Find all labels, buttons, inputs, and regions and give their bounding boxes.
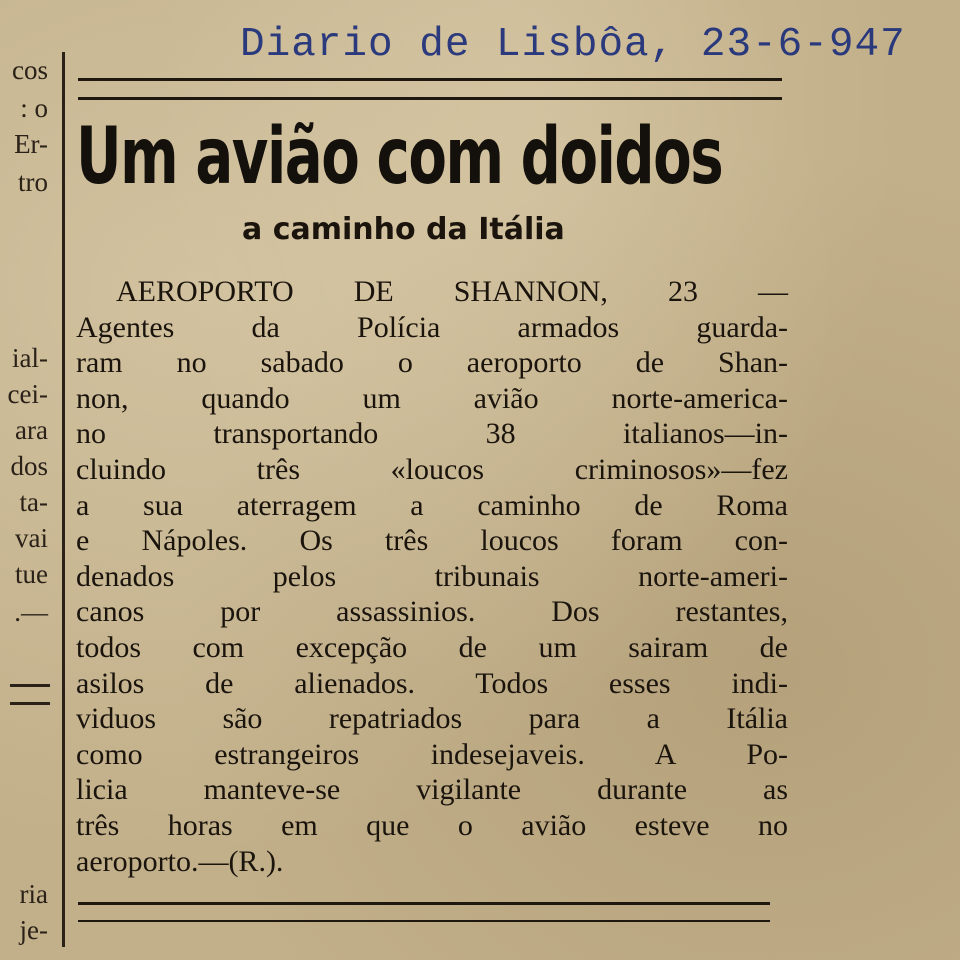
article-line: licia manteve-se vigilante durante as [76, 773, 788, 807]
article-line: ram no sabado o aeroporto de Shan- [76, 346, 788, 380]
bottom-rule [78, 902, 770, 905]
article-line: AEROPORTO DE SHANNON, 23 — [116, 275, 788, 308]
adjacent-column-fragment [0, 0, 58, 960]
article-line: viduos são repatriados para a Itália [76, 702, 788, 736]
left-column-rule [10, 684, 50, 687]
left-column-text: dos [10, 451, 48, 481]
article-line: a sua aterragem a caminho de Roma [76, 488, 788, 522]
left-column-text: cei- [7, 379, 48, 409]
article-line: asilos de alienados. Todos esses indi- [76, 666, 788, 700]
article-line: denados pelos tribunais norte-ameri- [76, 559, 788, 593]
top-rule [78, 78, 782, 81]
left-column-text: ial- [12, 343, 48, 373]
article-line: como estrangeiros indesejaveis. A Po- [76, 737, 788, 771]
bottom-rule [78, 920, 770, 922]
article-line: três horas em que o avião esteve no [76, 808, 788, 842]
article-line: canos por assassinios. Dos restantes, [76, 595, 788, 629]
left-column-text: tro [18, 167, 48, 197]
article-headline: Um avião com doidos [76, 112, 723, 202]
date-stamp: Diario de Lisbôa, 23-6-947 [240, 22, 906, 68]
left-column-text: tue [15, 559, 48, 589]
left-column-text: cos [12, 55, 48, 85]
left-column-text: vai [15, 523, 48, 553]
left-column-text: ta- [19, 487, 48, 517]
article-line: non, quando um avião norte-america- [76, 381, 788, 415]
left-column-text: .— [14, 597, 48, 627]
left-column-text: Er- [14, 129, 48, 159]
left-column-text: je- [19, 915, 48, 945]
left-column-rule [10, 702, 50, 705]
article-line: aeroporto.—(R.). [76, 844, 284, 878]
article-line: e Nápoles. Os três loucos foram con- [76, 524, 788, 558]
article-subheadline: a caminho da Itália [242, 212, 565, 247]
column-divider [62, 52, 65, 947]
left-column-text: : o [20, 93, 48, 123]
top-rule [78, 97, 782, 100]
left-column-text: ara [15, 415, 48, 445]
article-body [76, 274, 788, 879]
article-line: no transportando 38 italianos—in- [76, 417, 788, 451]
article-line: Agentes da Polícia armados guarda- [76, 310, 788, 344]
article-line: todos com excepção de um sairam de [76, 630, 788, 664]
article-line: cluindo três «loucos criminosos»—fez [76, 452, 788, 486]
left-column-text: ria [19, 879, 48, 909]
